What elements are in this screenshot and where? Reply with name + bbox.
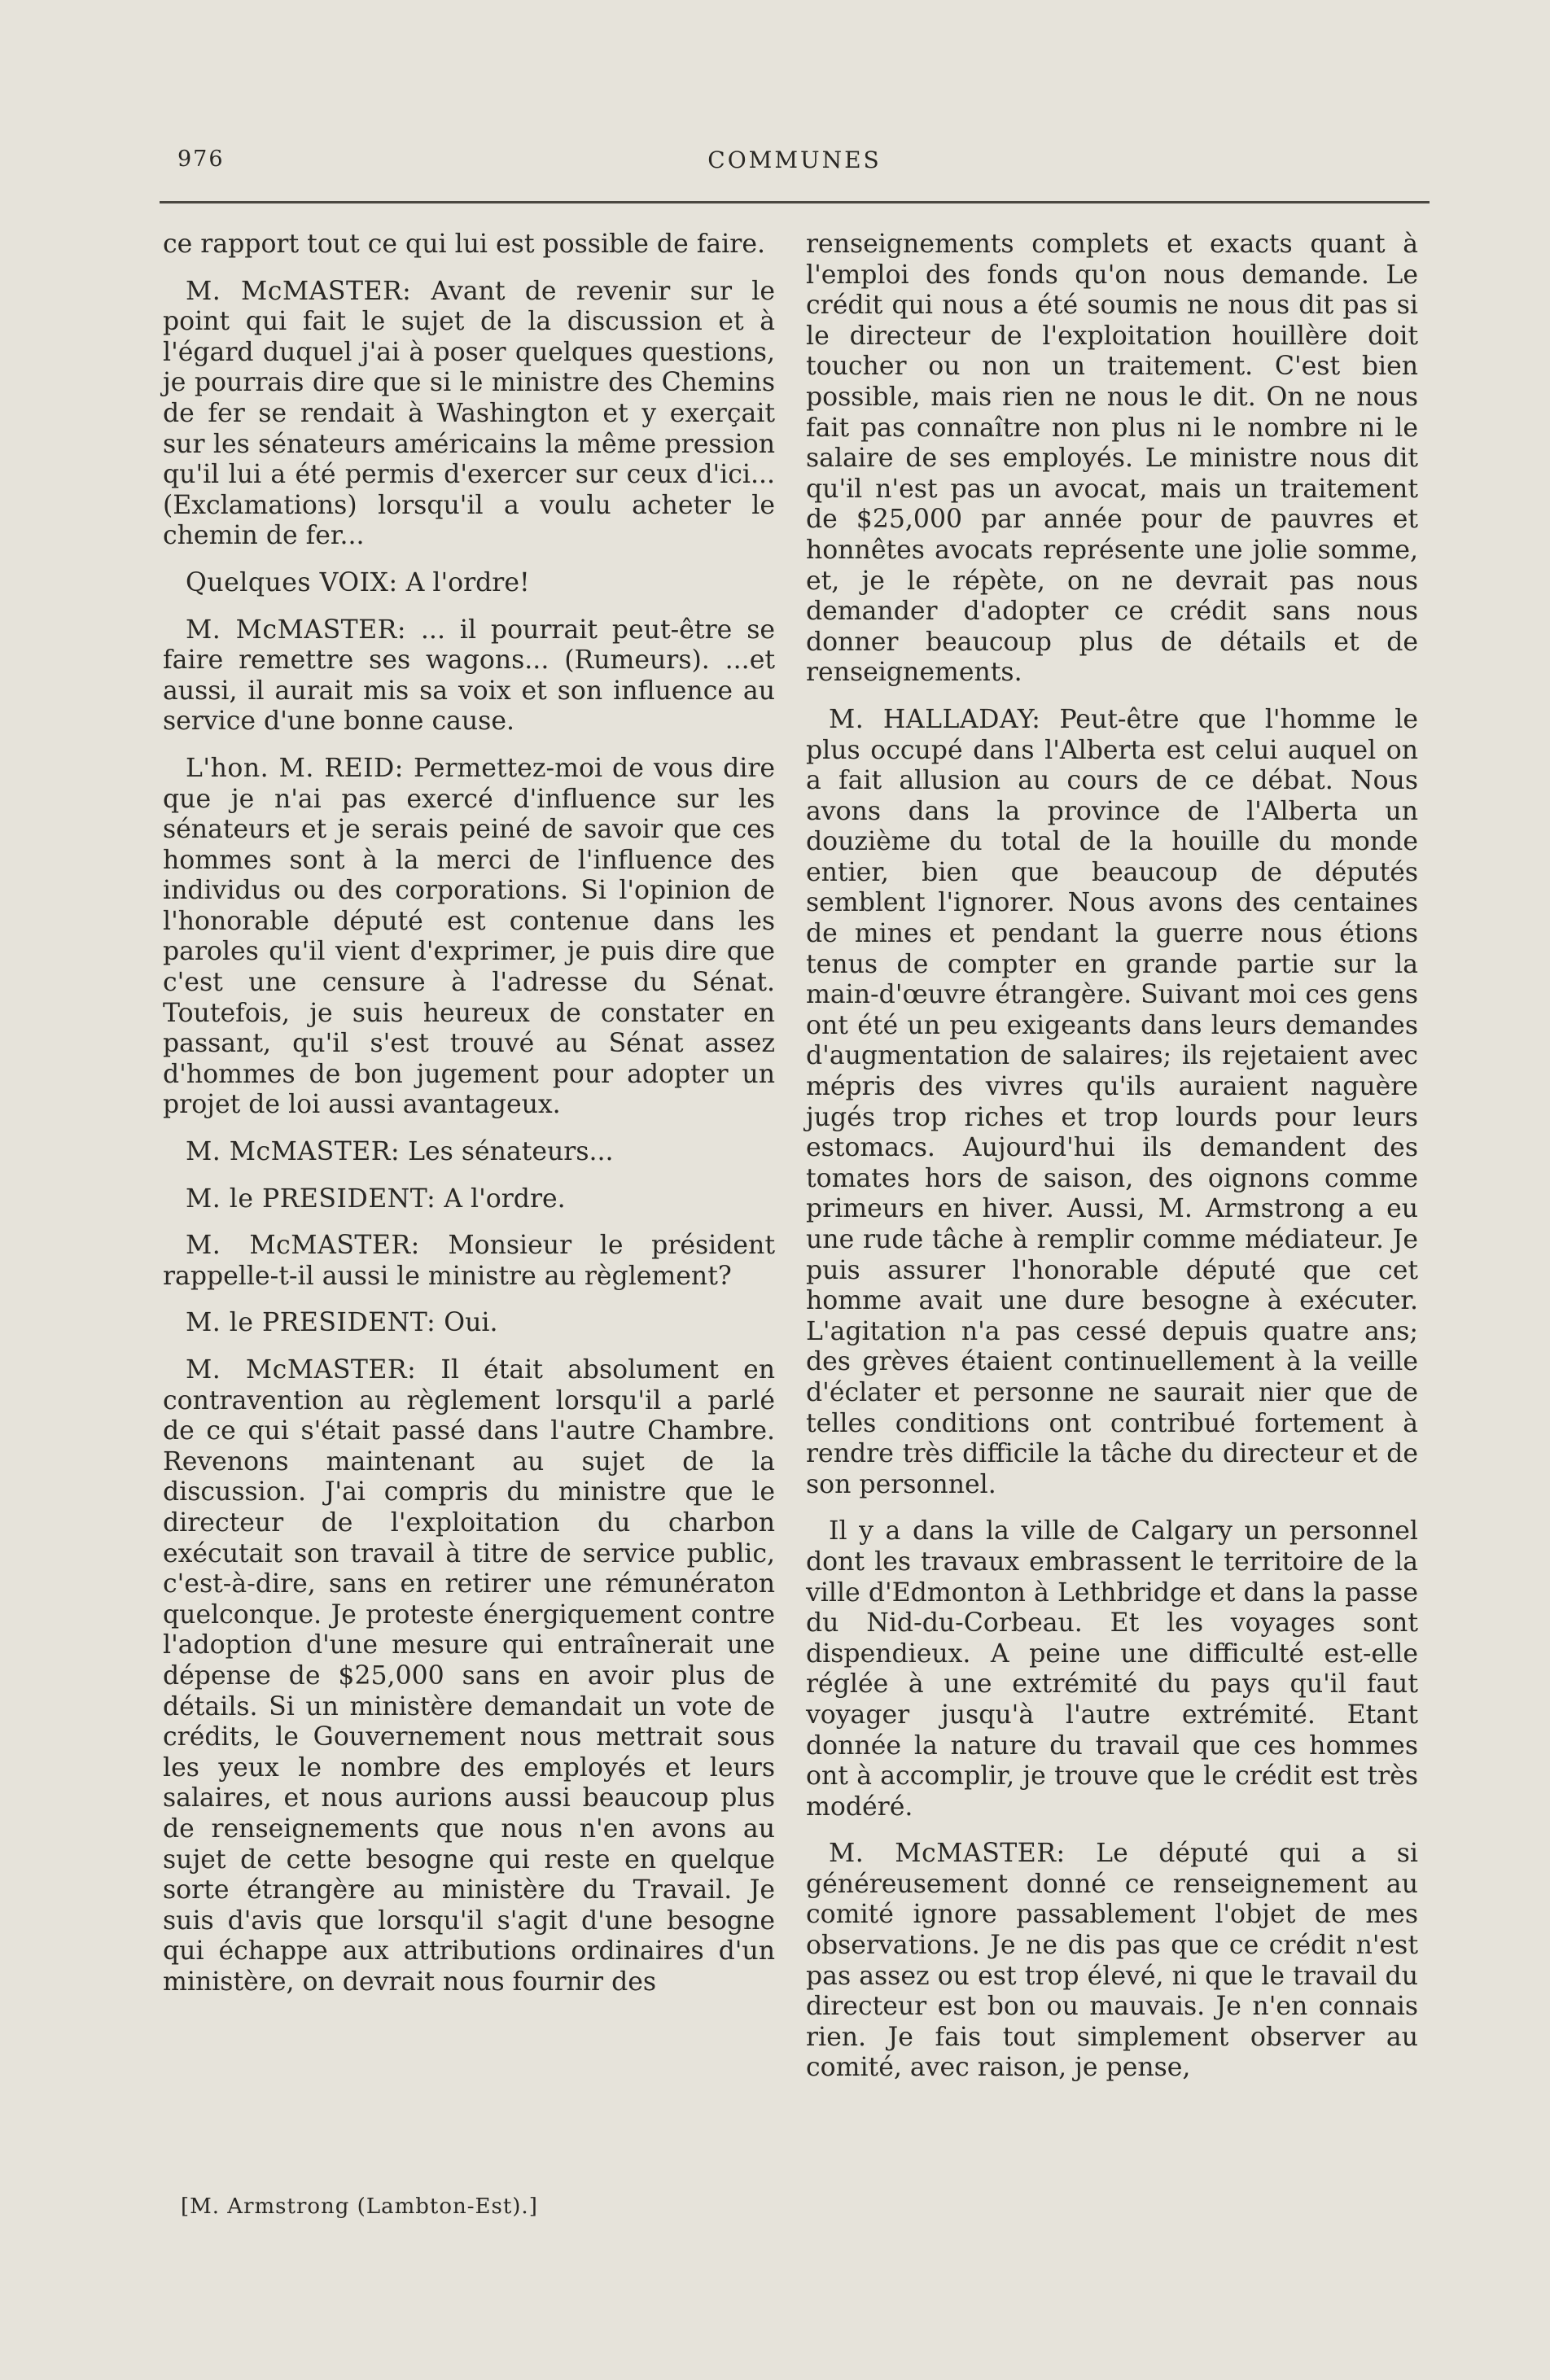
paragraph-text: Peut-être que l'homme le plus occupé dans l'Alberta est celui auquel on a fait allusion au cours de ce débat. Nous avons dans la province de l'Alberta un douzième du total de la houille du monde entier, bien que beaucoup de députés semblent l'ignorer. Nous avons des centaines de mines et pendant la guerre nous étions tenus de compter en grande partie sur la main-d'œuvre étrangère. Suivant moi ces gens ont été un peu exigeants dans leurs demandes d'augmentation de salaires; ils rejetaient avec mépris des vivres qu'ils auraient naguère jugés trop riches et trop lourds pour leurs estomacs. Aujourd'hui ils demandent des tomates hors de saison, des oignons comme primeurs en hiver. Aussi, M. Armstrong a eu une rude tâche à remplir comme médiateur. Je puis assurer l'honorable député que cet homme avait une dure besogne à exécuter. L'agitation n'a pas cessé depuis quatre ans; des grèves étaient continuellement à la veille d'éclater et personne ne saurait nier que de telles conditions ont contribué fortement à rendre très difficile la tâche du directeur et de son personnel. xyxy=(806,704,1419,1499)
paragraph xyxy=(163,277,775,552)
paragraph xyxy=(806,230,1418,689)
speaker-name: M. McMASTER: xyxy=(186,1355,417,1385)
left-column xyxy=(163,230,775,2014)
speaker-name: M. McMASTER: xyxy=(829,1839,1066,1869)
paragraph xyxy=(163,1231,775,1292)
paragraph xyxy=(163,1137,775,1168)
page-header xyxy=(160,147,1430,187)
speaker-name: M. le PRESIDENT: xyxy=(186,1183,436,1214)
running-head: COMMUNES xyxy=(707,147,882,173)
speaker-name: M. HALLADAY: xyxy=(829,704,1041,734)
paragraph xyxy=(163,615,775,737)
speaker-name: Quelques VOIX: xyxy=(186,567,398,597)
paragraph xyxy=(806,705,1418,1500)
footer-attribution: [M. Armstrong (Lambton-Est).] xyxy=(181,2194,538,2219)
right-column xyxy=(806,230,1418,2100)
paragraph xyxy=(163,1308,775,1339)
paragraph-text: Monsieur le président rappelle-t-il aussi le ministre au règlement? xyxy=(163,1231,775,1291)
speaker-name: M. McMASTER: xyxy=(186,615,406,645)
page-number: 976 xyxy=(177,147,225,172)
paragraph-text: ... il pourrait peut-être se faire remettre ses wagons... (Rumeurs). ...et aussi, il aurait mis sa voix et son influence au service d'une bonne cause. xyxy=(163,615,776,737)
paragraph xyxy=(806,1516,1418,1822)
paragraph xyxy=(163,1355,775,1997)
paragraph-text: Il était absolument en contravention au règlement lorsqu'il a parlé de ce qui s'était passé dans l'autre Chambre. Revenons maintenant au sujet de la discussion. J'ai compris du ministre que le directeur de l'exploitation du charbon exécutait son travail à titre de service public, c'est-à-dire, sans en retirer une rémunératon quelconque. Je proteste énergiquement contre l'adoption d'une mesure qui entraînerait une dépense de $25,000 sans en avoir plus de détails. Si un ministère demandait un vote de crédits, le Gouvernement nous mettrait sous les yeux le nombre des employés et leurs salaires, et nous aurions aussi beaucoup plus de renseignements que nous n'en avons au sujet de cette besogne qui reste en quelque sorte étrangère au ministère du Travail. Je suis d'avis que lorsqu'il s'agit d'une besogne qui échappe aux attributions ordinaires d'un ministère, on devrait nous fournir des xyxy=(163,1355,775,1997)
paragraph-text: Les sénateurs... xyxy=(408,1137,614,1167)
speaker-name: L'hon. M. REID: xyxy=(186,753,404,783)
paragraph xyxy=(163,754,775,1121)
speaker-name: M. McMASTER: xyxy=(186,1137,401,1167)
paragraph xyxy=(163,1184,775,1215)
speaker-name: M. le PRESIDENT: xyxy=(186,1308,436,1338)
paragraph-text: Oui. xyxy=(444,1308,498,1338)
paragraph-text: ce rapport tout ce qui lui est possible de faire. xyxy=(163,230,765,259)
header-rule xyxy=(160,201,1430,203)
paragraph-text: renseignements complets et exacts quant à l'emploi des fonds qu'on nous demande. Le crédit qui nous a été soumis ne nous dit pas si le directeur de l'exploitation houillère doit toucher ou non un traitement. C'est bien possible, mais rien ne nous le dit. On ne nous fait pas connaître non plus ni le nombre ni le salaire de ses employés. Le ministre nous dit qu'il n'est pas un avocat, mais un traitement de $25,000 par année pour de pauvres et honnêtes avocats représente une jolie somme, et, je le répète, on ne devrait pas nous demander d'adopter ce crédit sans nous donner beaucoup plus de détails et de renseignements. xyxy=(806,230,1418,688)
paragraph xyxy=(163,230,775,260)
paragraph-text: Le député qui a si généreusement donné ce renseignement au comité ignore passablement l'objet de mes observations. Je ne dis pas que ce crédit n'est pas assez ou est trop élevé, ni que le travail du directeur est bon ou mauvais. Je n'en connais rien. Je fais tout simplement observer au comité, avec raison, je pense, xyxy=(806,1839,1419,2083)
paragraph-text: Permettez-moi de vous dire que je n'ai pas exercé d'influence sur les sénateurs et je serais peiné de savoir que ces hommes sont à la merci de l'influence des individus ou des corporations. Si l'opinion de l'honorable député est contenue dans les paroles qu'il vient d'exprimer, je puis dire que c'est une censure à l'adresse du Sénat. Toutefois, je suis heureux de constater en passant, qu'il s'est trouvé au Sénat assez d'hommes de bon jugement pour adopter un projet de loi aussi avantageux. xyxy=(163,753,776,1120)
paragraph xyxy=(163,568,775,599)
speaker-name: M. McMASTER: xyxy=(186,1231,420,1261)
paragraph-text: Il y a dans la ville de Calgary un personnel dont les travaux embrassent le territoire de la ville d'Edmonton à Lethbridge et dans la passe du Nid-du-Corbeau. Et les voyages sont dispendieux. A peine une difficulté est-elle réglée à une extrémité du pays qu'il faut voyager jusqu'à l'autre extrémité. Etant donnée la nature du travail que ces hommes ont à accomplir, je trouve que le crédit est très modéré. xyxy=(806,1516,1418,1822)
paragraph-text: A l'ordre! xyxy=(405,567,530,597)
paragraph-text: A l'ordre. xyxy=(444,1183,566,1214)
paragraph-text: Avant de revenir sur le point qui fait le sujet de la discussion et à l'égard duquel j'ai à poser quelques questions, je pourrais dire que si le ministre des Chemins de fer se rendait à Washington et y exerçait sur les sénateurs américains la même pression qu'il lui a été permis d'exercer sur ceux d'ici... (Exclamations) lorsqu'il a voulu acheter le chemin de fer... xyxy=(163,276,776,551)
speaker-name: M. McMASTER: xyxy=(186,276,412,306)
paragraph xyxy=(806,1839,1418,2084)
